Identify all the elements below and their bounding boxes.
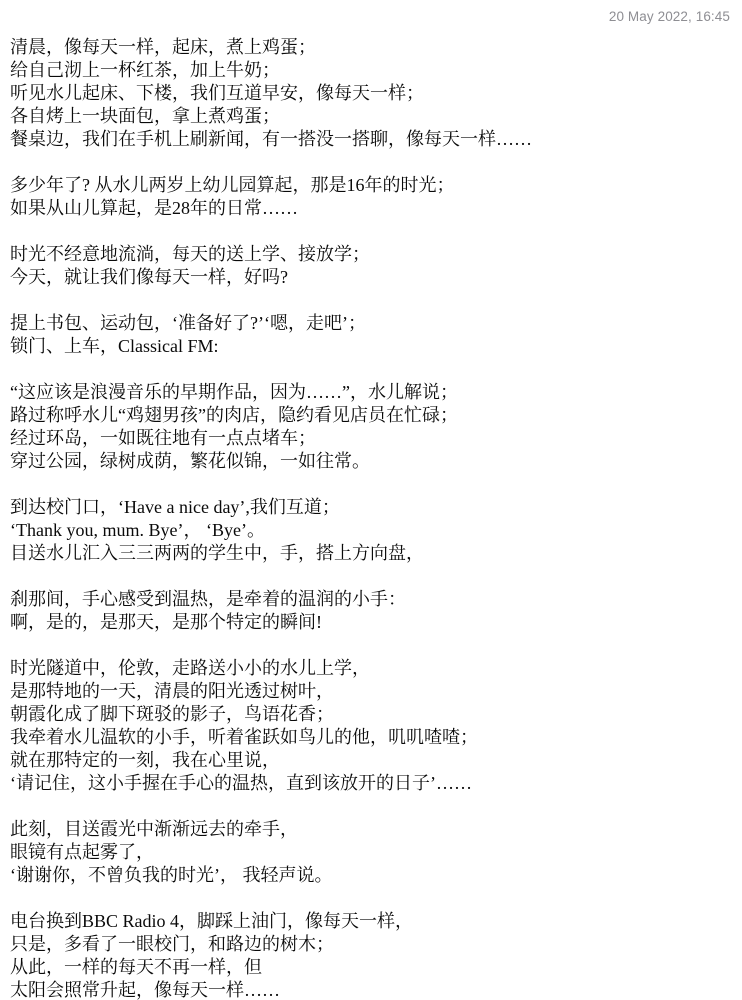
paragraph xyxy=(10,381,728,473)
paragraph xyxy=(10,818,728,887)
text-line: 穿过公园，绿树成荫，繁花似锦，一如往常。 xyxy=(10,451,370,471)
text-line: 从此，一样的每天不再一样，但 xyxy=(10,957,262,977)
text-line: 此刻，目送霞光中渐渐远去的牵手， xyxy=(10,819,298,839)
text-line: 我牵着水儿温软的小手，听着雀跃如鸟儿的他，叽叽喳喳； xyxy=(10,727,478,747)
text-line: 眼镜有点起雾了， xyxy=(10,842,154,862)
text-line: 朝霞化成了脚下斑驳的影子，鸟语花香； xyxy=(10,704,334,724)
text-line: 提上书包、运动包，‘准备好了?’‘嗯，走吧’； xyxy=(10,313,366,333)
text-line: 是那特地的一天，清晨的阳光透过树叶， xyxy=(10,681,334,701)
text-line: ‘Thank you, mum. Bye’， ‘Bye’。 xyxy=(10,520,265,540)
text-line: 路过称呼水儿“鸡翅男孩”的肉店，隐约看见店员在忙碌； xyxy=(10,405,458,425)
paragraph xyxy=(10,657,728,795)
document-content xyxy=(0,36,742,1000)
paragraph xyxy=(10,174,728,220)
text-line: 刹那间，手心感受到温热，是牵着的温润的小手： xyxy=(10,589,406,609)
paragraph xyxy=(10,496,728,565)
text-line: 到达校门口，‘Have a nice day’,我们互道； xyxy=(10,497,340,517)
text-line: 就在那特定的一刻，我在心里说， xyxy=(10,750,280,770)
text-line: 如果从山儿算起，是28年的日常…… xyxy=(10,198,298,218)
paragraph xyxy=(10,36,728,151)
text-line: 给自己沏上一杯红茶，加上牛奶； xyxy=(10,60,280,80)
note-header xyxy=(0,0,742,24)
text-line: 今天，就让我们像每天一样，好吗? xyxy=(10,267,288,287)
text-line: 啊，是的，是那天，是那个特定的瞬间! xyxy=(10,612,322,632)
text-line: 清晨，像每天一样，起床，煮上鸡蛋； xyxy=(10,37,316,57)
text-line: 多少年了? 从水儿两岁上幼儿园算起，那是16年的时光； xyxy=(10,175,455,195)
text-line: 锁门、上车，Classical FM: xyxy=(10,336,219,356)
text-line: 各自烤上一块面包，拿上煮鸡蛋； xyxy=(10,106,280,126)
text-line: 太阳会照常升起，像每天一样…… xyxy=(10,980,280,1000)
text-line: 听见水儿起床、下楼，我们互道早安，像每天一样； xyxy=(10,83,424,103)
text-line: 时光不经意地流淌，每天的送上学、接放学； xyxy=(10,244,370,264)
text-line: 电台换到BBC Radio 4，脚踩上油门，像每天一样， xyxy=(10,911,414,931)
paragraph xyxy=(10,910,728,1000)
paragraph xyxy=(10,312,728,358)
paragraph xyxy=(10,588,728,634)
text-line: “这应该是浪漫音乐的早期作品，因为……”，水儿解说； xyxy=(10,382,458,402)
text-line: 只是，多看了一眼校门，和路边的树木； xyxy=(10,934,334,954)
paragraph xyxy=(10,243,728,289)
text-line: 目送水儿汇入三三两两的学生中，手，搭上方向盘， xyxy=(10,543,424,563)
text-line: 经过环岛，一如既往地有一点点堵车； xyxy=(10,428,316,448)
text-line: 时光隧道中，伦敦，走路送小小的水儿上学， xyxy=(10,658,370,678)
timestamp: 20 May 2022, 16:45 xyxy=(608,9,730,24)
text-line: 餐桌边，我们在手机上刷新闻，有一搭没一搭聊，像每天一样…… xyxy=(10,129,532,149)
text-line: ‘谢谢你，不曾负我的时光’， 我轻声说。 xyxy=(10,865,333,885)
text-line: ‘请记住，这小手握在手心的温热，直到该放开的日子’…… xyxy=(10,773,472,793)
